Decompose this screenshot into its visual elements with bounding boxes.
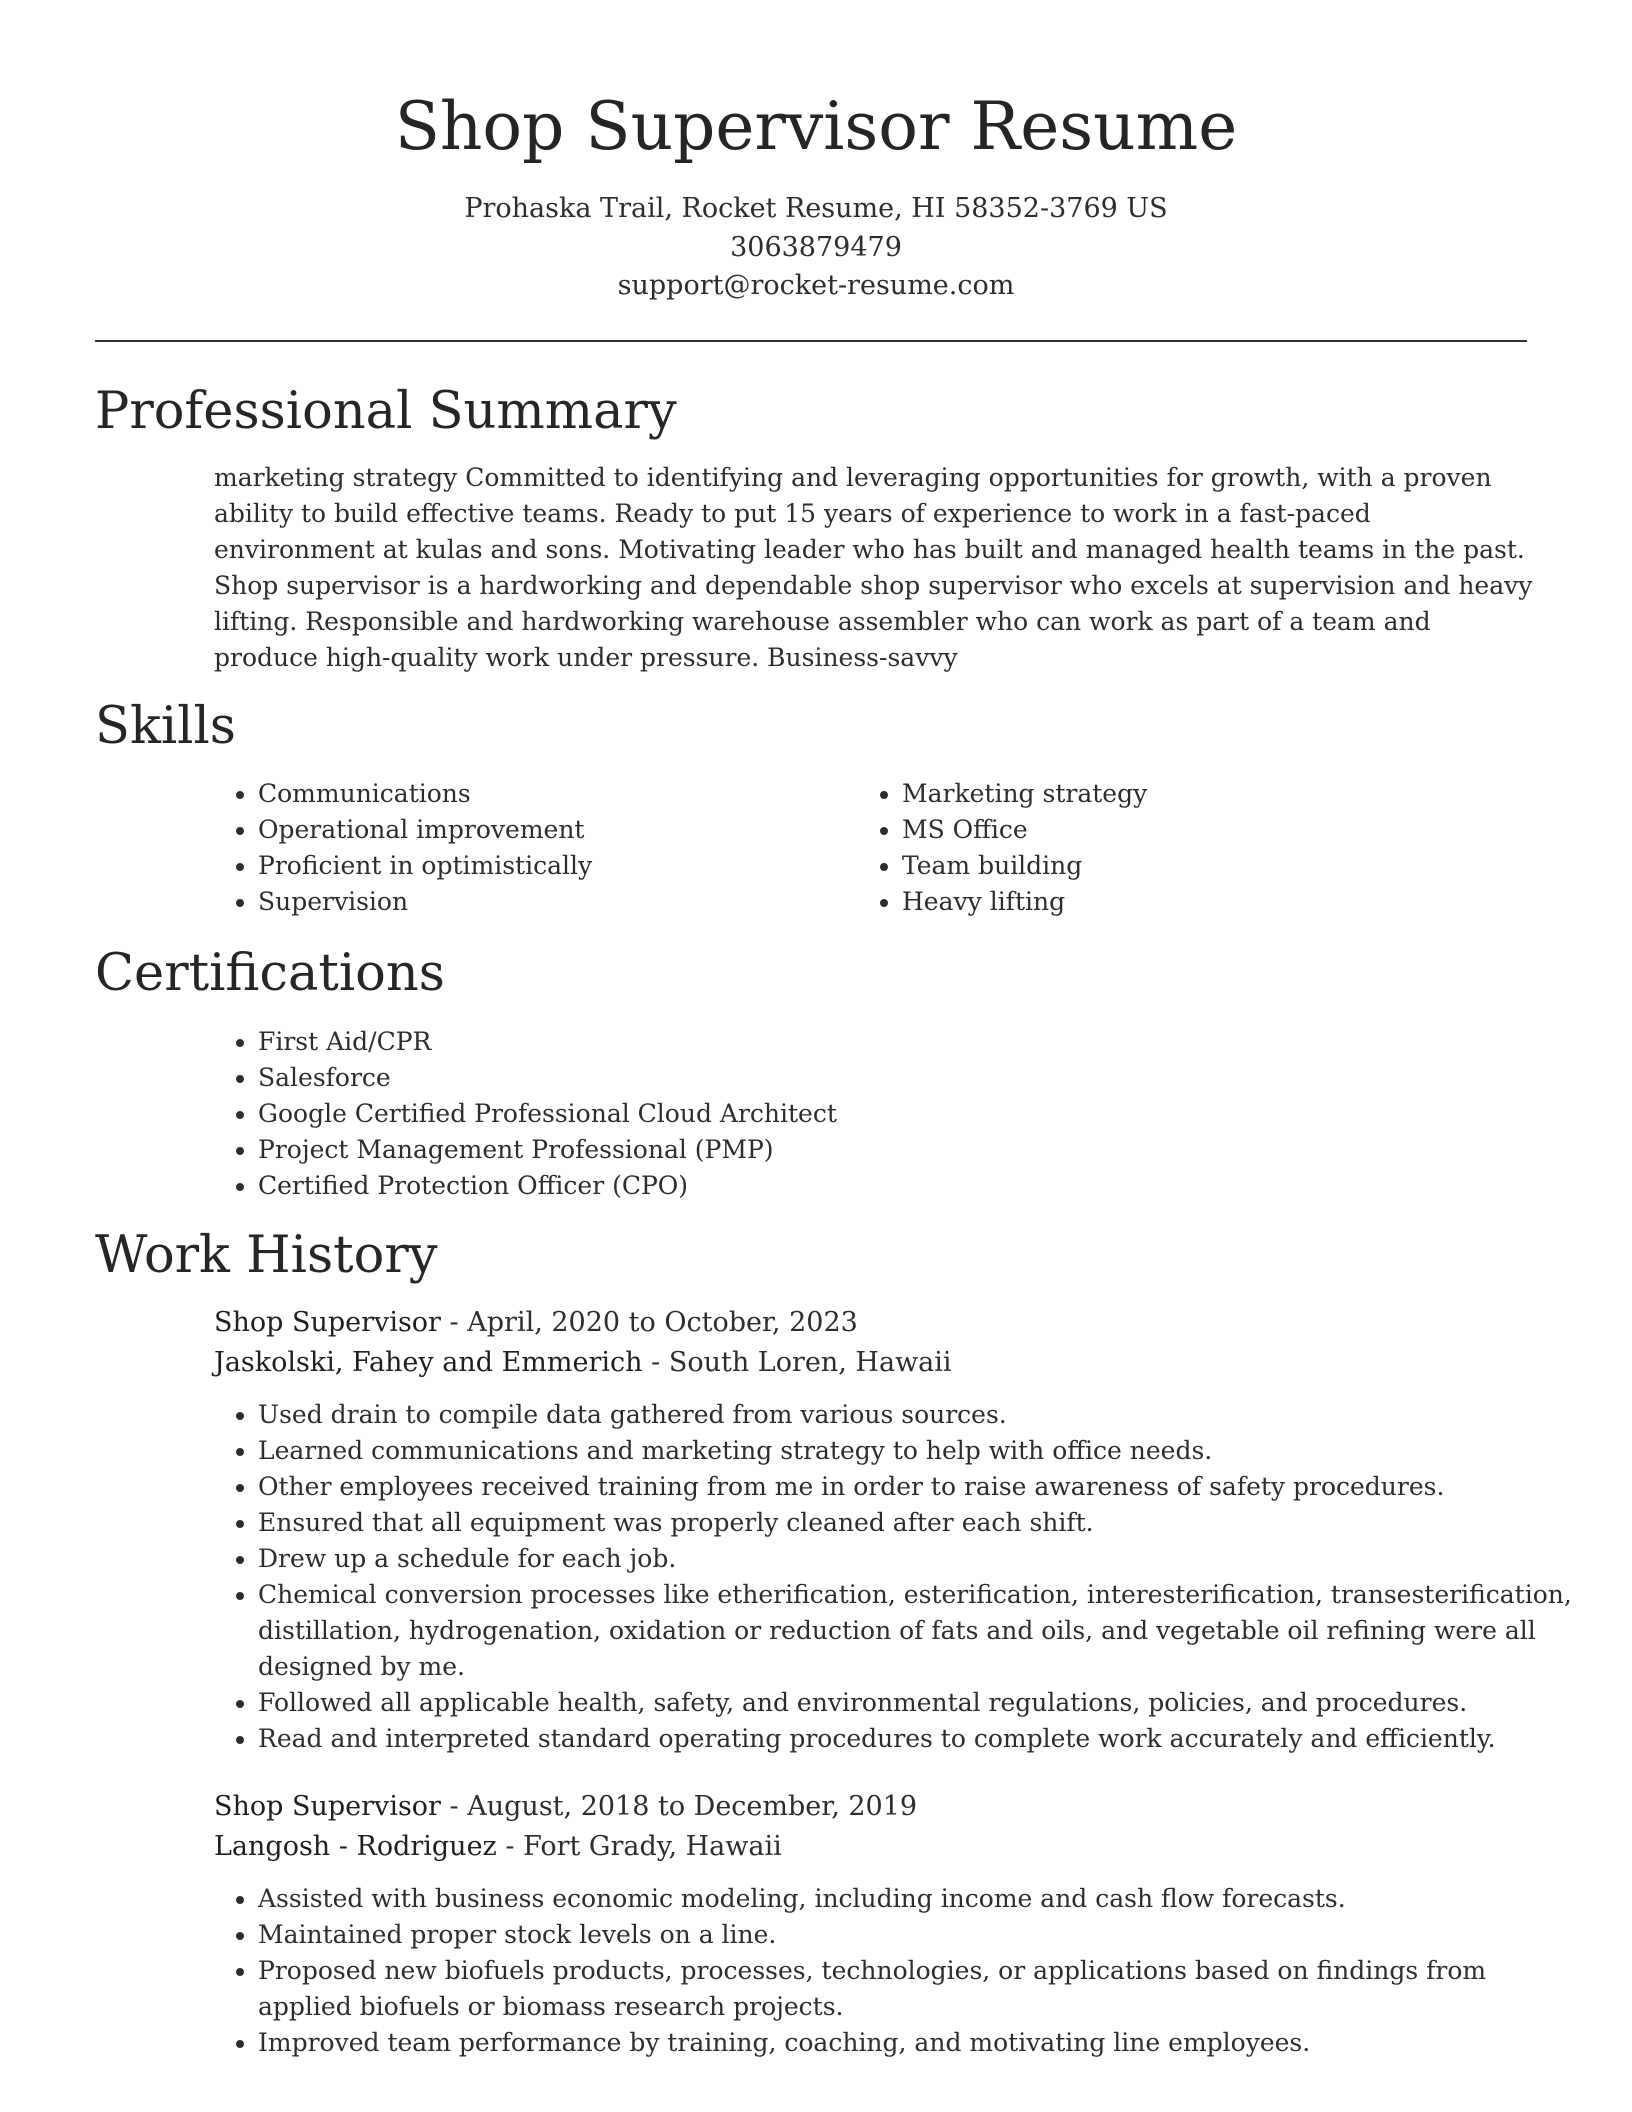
list-item: • Project Management Professional (PMP) (258, 1132, 1558, 1168)
job-company: Jaskolski, Fahey and Emmerich (214, 1347, 643, 1378)
skills-list-left (214, 776, 818, 920)
certifications-heading: Certifications (95, 944, 445, 1003)
list-item: • Learned communications and marketing strategy to help with office needs. (258, 1433, 1578, 1469)
work-history-heading: Work History (95, 1226, 438, 1285)
list-item: • Salesforce (258, 1060, 1558, 1096)
job-bullets (214, 1397, 1578, 1757)
job-title-line (214, 1303, 858, 1343)
list-item: • First Aid/CPR (258, 1024, 1558, 1060)
list-item: • MS Office (902, 812, 1502, 848)
contact-phone: 3063879479 (730, 232, 902, 263)
list-item: • Improved team performance by training, coaching, and motivating line employees. (258, 2025, 1578, 2061)
list-item: • Communications (258, 776, 818, 812)
list-item: • Chemical conversion processes like etherification, esterification, interesterification, transesterification, distillation, hydrogenation, oxidation or reduction of fats and oils, and vegetable oil refining were all designed by me. (258, 1577, 1578, 1685)
skills-heading: Skills (95, 697, 236, 756)
list-item: • Proposed new biofuels products, processes, technologies, or applications based on findings from applied biofuels or biomass research projects. (258, 1953, 1578, 2025)
job-company: Langosh - Rodriguez (214, 1831, 497, 1862)
list-item: • Ensured that all equipment was properly cleaned after each shift. (258, 1505, 1578, 1541)
job-company-line (214, 1827, 782, 1867)
list-item: • Certified Protection Officer (CPO) (258, 1168, 1558, 1204)
job-bullets (214, 1881, 1578, 2061)
job-role: Shop Supervisor (214, 1791, 441, 1822)
skills-list-right (858, 776, 1502, 920)
job-location: - South Loren, Hawaii (642, 1347, 952, 1378)
list-item: • Maintained proper stock levels on a line. (258, 1917, 1578, 1953)
summary-text: marketing strategy Committed to identifying and leveraging opportunities for growth, with a proven ability to build effective teams. Ready to put 15 years of experience to work in a fast-paced environment at kulas and sons. Motivating leader who has built and managed health teams in the past. Shop supervisor is a hardworking and dependable shop supervisor who excels at supervision and heavy lifting. Responsible and hardworking warehouse assembler who can work as part of a team and produce high-quality work under pressure. Business-savvy (214, 463, 1533, 672)
resume-title: Shop Supervisor Resume (394, 88, 1238, 165)
list-item: • Team building (902, 848, 1502, 884)
list-item: • Heavy lifting (902, 884, 1502, 920)
header-divider (95, 340, 1527, 342)
list-item: • Google Certified Professional Cloud Architect (258, 1096, 1558, 1132)
list-item: • Assisted with business economic modeling, including income and cash flow forecasts. (258, 1881, 1578, 1917)
list-item: • Followed all applicable health, safety, and environmental regulations, policies, and procedures. (258, 1685, 1578, 1721)
list-item: • Supervision (258, 884, 818, 920)
job-title-line (214, 1787, 917, 1827)
job-role: Shop Supervisor (214, 1307, 441, 1338)
list-item: • Marketing strategy (902, 776, 1502, 812)
list-item: • Used drain to compile data gathered from various sources. (258, 1397, 1578, 1433)
list-item: • Read and interpreted standard operating procedures to complete work accurately and efficiently. (258, 1721, 1578, 1757)
contact-address: Prohaska Trail, Rocket Resume, HI 58352-3769 US (464, 193, 1168, 224)
certifications-list (214, 1024, 1558, 1204)
contact-email: support@rocket-resume.com (617, 270, 1015, 301)
list-item: • Proficient in optimistically (258, 848, 818, 884)
list-item: • Drew up a schedule for each job. (258, 1541, 1578, 1577)
job-location: - Fort Grady, Hawaii (496, 1831, 782, 1862)
list-item: • Operational improvement (258, 812, 818, 848)
job-dates: - April, 2020 to October, 2023 (440, 1307, 858, 1338)
job-company-line (214, 1343, 952, 1383)
summary-heading: Professional Summary (95, 382, 677, 441)
list-item: • Other employees received training from me in order to raise awareness of safety procedures. (258, 1469, 1578, 1505)
job-dates: - August, 2018 to December, 2019 (440, 1791, 918, 1822)
